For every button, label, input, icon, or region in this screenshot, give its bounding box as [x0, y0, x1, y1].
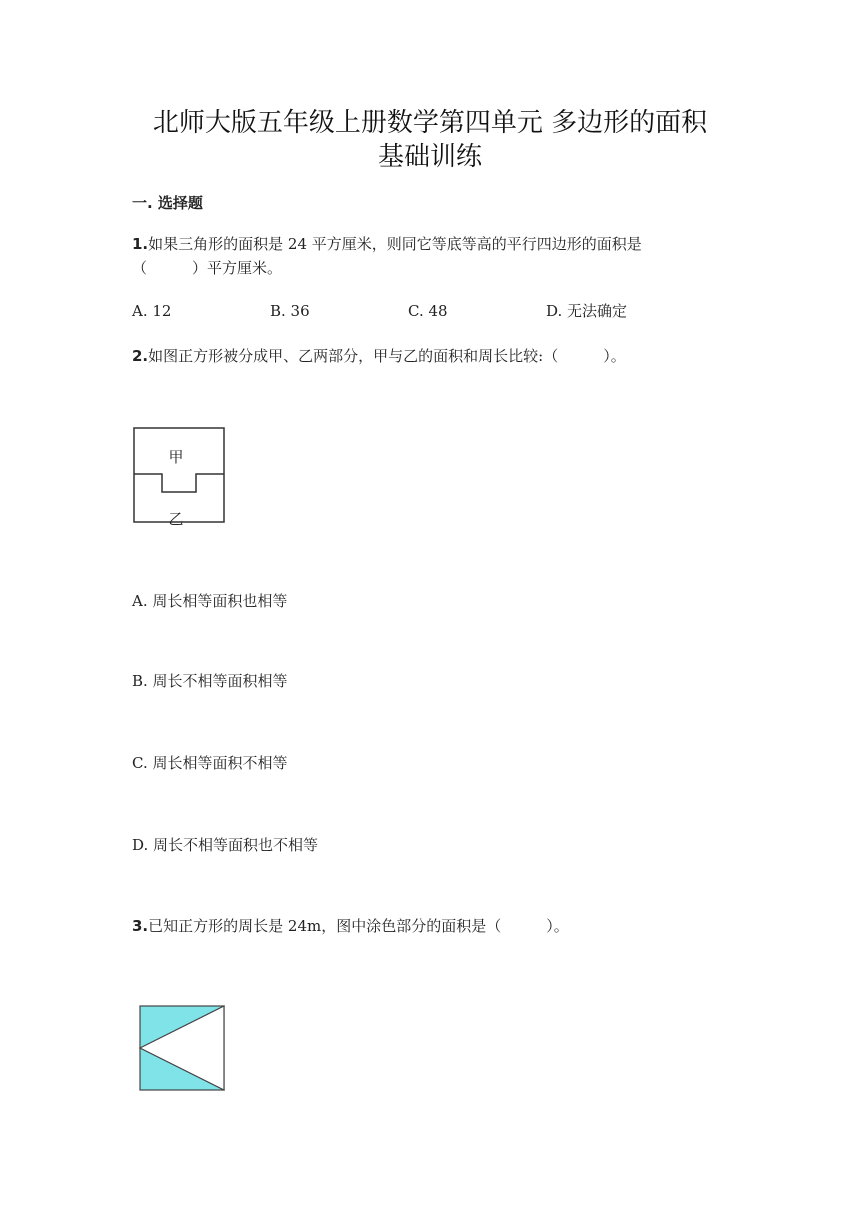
question-1-text-cont: （ ）平方厘米。 — [132, 259, 283, 277]
question-3-text: 已知正方形的周长是 24m，图中涂色部分的面积是（ ）。 — [148, 917, 569, 935]
question-1-option-b: B. 36 — [270, 302, 310, 320]
divided-square-figure — [130, 424, 230, 530]
question-2-option-b: B. 周长不相等面积相等 — [132, 672, 288, 690]
shaded-square-figure — [136, 1002, 228, 1094]
question-1-option-d: D. 无法确定 — [546, 302, 628, 320]
question-2-number: 2. — [132, 347, 149, 365]
question-1 — [132, 232, 732, 280]
question-2-text: 如图正方形被分成甲、乙两部分，甲与乙的面积和周长比较:（ ）。 — [148, 347, 626, 365]
section-heading: 一. 选择题 — [132, 194, 203, 212]
question-1-option-c: C. 48 — [408, 302, 448, 320]
question-2-option-c: C. 周长相等面积不相等 — [132, 754, 288, 772]
question-3-number: 3. — [132, 917, 149, 935]
question-1-number: 1. — [132, 235, 149, 253]
question-2-option-a: A. 周长相等面积也相等 — [132, 592, 288, 610]
document-title: 北师大版五年级上册数学第四单元 多边形的面积 — [152, 108, 708, 138]
region-yi-label: 乙 — [168, 510, 184, 528]
question-1-text: 如果三角形的面积是 24 平方厘米，则同它等底等高的平行四边形的面积是 — [148, 235, 642, 253]
document-subtitle: 基础训练 — [377, 142, 482, 172]
question-1-option-a: A. 12 — [132, 302, 172, 320]
question-3 — [132, 914, 732, 938]
region-jia-label: 甲 — [168, 448, 184, 466]
question-2 — [132, 344, 732, 368]
question-2-option-d: D. 周长不相等面积也不相等 — [132, 836, 319, 854]
